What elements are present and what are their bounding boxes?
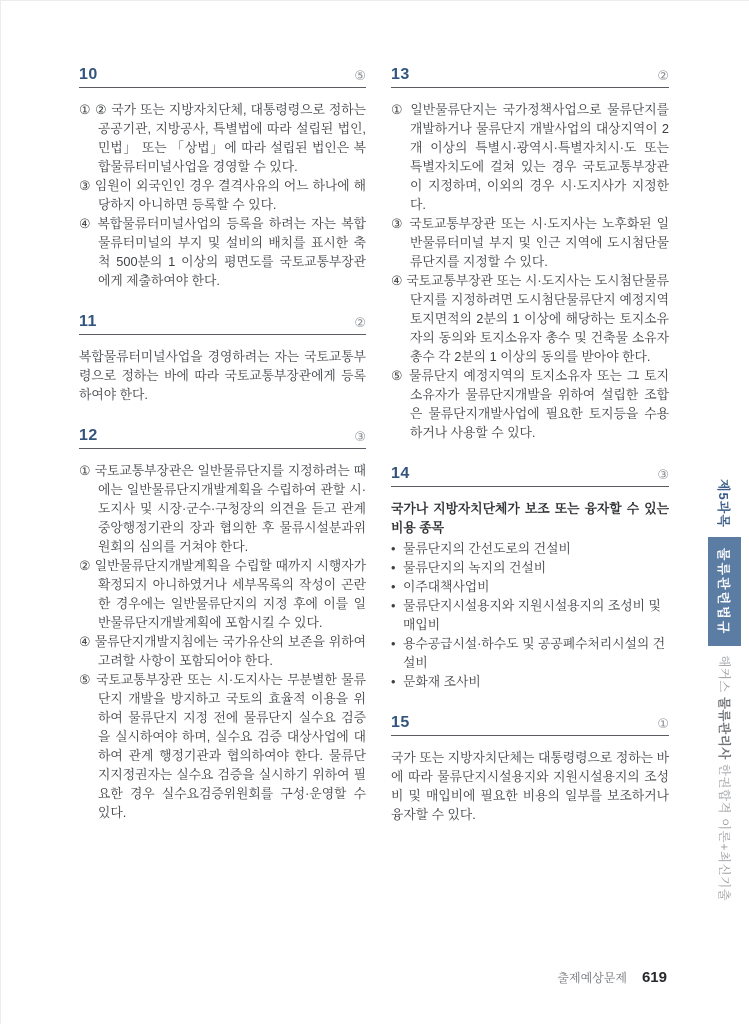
explanation-item — [391, 366, 669, 442]
bullet-text: 이주대책사업비 — [403, 579, 490, 594]
page-edge-sidebar — [703, 479, 749, 902]
bullet-text: 물류단지의 간선도로의 건설비 — [403, 541, 571, 556]
question-15-header — [391, 715, 669, 736]
item-text: 국토교통부장관 또는 시·도지사는 노후화된 일반물류터미널 부지 및 인근 지역에 도시첨단물류단지를 지정할 수 있다. — [409, 216, 669, 269]
explanation-item — [79, 461, 366, 556]
item-marker: ④ — [79, 216, 93, 231]
answer-badge: ⑤ — [354, 68, 366, 83]
question-13-explanation — [391, 100, 669, 442]
answer-badge: ① — [657, 716, 669, 731]
question-10-explanation — [79, 100, 366, 290]
item-text: 국토교통부장관은 일반물류단지를 지정하려는 때에는 일반물류단지개발계획을 수립하여 관할 시·도지사 및 시장·군수·구청장의 의견을 듣고 관계 중앙행정기관의 장과 협의한 후 물류시설분과위원회의 심의를 거쳐야 한다. — [94, 463, 366, 554]
bullet-icon: • — [391, 674, 396, 689]
question-number: 13 — [391, 66, 410, 83]
explanation-item — [79, 214, 366, 290]
question-12-explanation — [79, 461, 366, 822]
question-14-header — [391, 466, 669, 487]
question-12 — [79, 428, 366, 822]
explanation-paragraph: 복합물류터미널사업을 경영하려는 자는 국토교통부령으로 정하는 바에 따라 국토교통부장관에게 등록하여야 한다. — [79, 349, 366, 402]
question-15 — [391, 715, 669, 824]
subject-tab: 물류관련법규 — [709, 537, 742, 646]
bullet-text: 물류단지의 녹지의 건설비 — [403, 560, 547, 575]
part-label: 제5과목 — [716, 479, 732, 528]
question-number: 15 — [391, 714, 410, 731]
answer-badge: ② — [657, 68, 669, 83]
bullet-icon: • — [391, 598, 396, 613]
item-text: 물류단지 예정지역의 토지소유자 또는 그 토지소유자가 물류단지개발을 위하여 설립한 조합은 물류단지개발사업에 필요한 토지등을 수용하거나 사용할 수 있다. — [408, 368, 669, 440]
explanation-paragraph: 국가 또는 지방자치단체는 대통령령으로 정하는 바에 따라 물류단지시설용지와 지원시설용지의 조성비 및 매입비에 필요한 비용의 일부를 보조하거나 융자할 수 있다. — [391, 750, 669, 822]
answer-badge: ③ — [657, 467, 669, 482]
explanation-item — [391, 100, 669, 214]
book-title-prefix: 해커스 — [717, 655, 731, 697]
bullet-icon: • — [391, 541, 396, 556]
question-13-header — [391, 67, 669, 88]
item-marker: ① — [79, 463, 91, 478]
item-text: 국토교통부장관 또는 시·도지사는 무분별한 물류단지 개발을 방지하고 국토의 효율적 이용을 위하여 물류단지 지정 전에 물류단지 실수요 검증을 실시하여야 하며, 실수요 검증 대상사업에 대하여 관계 행정기관과 협의하여야 한다. 물류단지지정권자는 실수요 검증을 실시하기 위하여 필요한 경우 실수요검증위원회를 구성·운영할 수 있다. — [96, 672, 366, 820]
item-marker: ③ — [79, 178, 91, 193]
question-number: 10 — [79, 66, 98, 83]
book-title-bold: 물류관리사 — [717, 696, 731, 760]
question-10 — [79, 67, 366, 290]
item-marker: ① — [391, 102, 405, 117]
question-11-explanation — [79, 347, 366, 404]
left-column — [79, 67, 366, 822]
bullet-icon: • — [391, 636, 396, 651]
bullet-text: 용수공급시설·하수도 및 공공폐수처리시설의 건설비 — [403, 636, 666, 670]
item-marker: ④ — [391, 273, 403, 288]
sidebar-rotated-strip — [703, 479, 747, 902]
bullet-item — [391, 539, 669, 558]
item-marker: ① ② — [79, 102, 108, 117]
item-marker: ⑤ — [79, 672, 92, 687]
item-marker: ② — [79, 558, 91, 573]
item-text: 국토교통부장관 또는 시·도지사는 도시첨단물류단지를 지정하려면 도시첨단물류단지 예정지역 토지면적의 2분의 1 이상에 해당하는 토지소유자의 동의와 토지소유자 총수 및 건축물 소유자 총수 각 2분의 1 이상의 동의를 받아야 한다. — [406, 273, 669, 364]
bullet-item — [391, 596, 669, 634]
question-14-explanation — [391, 499, 669, 691]
bullet-text: 물류단지시설용지와 지원시설용지의 조성비 및 매입비 — [403, 598, 661, 632]
bullet-icon: • — [391, 579, 396, 594]
page-number: 619 — [641, 969, 667, 986]
item-marker: ③ — [391, 216, 405, 231]
item-marker: ④ — [79, 634, 91, 649]
question-number: 12 — [79, 427, 98, 444]
question-15-explanation — [391, 748, 669, 824]
item-text: 물류단지개발지침에는 국가유산의 보존을 위하여 고려할 사항이 포함되어야 한다. — [94, 634, 366, 668]
item-text: 임원이 외국인인 경우 결격사유의 어느 하나에 해당하지 아니하면 등록할 수 있다. — [94, 178, 366, 212]
question-11 — [79, 314, 366, 404]
question-number: 11 — [79, 313, 97, 330]
book-title-suffix: 한권합격 이론+최신기출 — [717, 759, 731, 902]
item-text: 일반물류단지개발계획을 수립할 때까지 시행자가 확정되지 아니하였거나 세부목록의 작성이 곤란한 경우에는 일반물류단지의 지정 후에 이를 일반물류단지개발계획에 포함시킬 수 있다. — [94, 558, 366, 630]
explanation-item — [79, 632, 366, 670]
bullet-item — [391, 634, 669, 672]
item-text: 일반물류단지는 국가정책사업으로 물류단지를 개발하거나 물류단지 개발사업의 대상지역이 2개 이상의 특별시·광역시·특별자치시·도 또는 특별자치도에 걸쳐 있는 경우 국토교통부장관이 지정하며, 이외의 경우 시·도지사가 지정한다. — [410, 102, 669, 212]
bullet-item — [391, 672, 669, 691]
question-number: 14 — [391, 465, 410, 482]
explanation-item — [79, 556, 366, 632]
explanation-item — [79, 670, 366, 822]
question-13 — [391, 67, 669, 442]
explanation-item — [79, 100, 366, 176]
question-11-header — [79, 314, 366, 335]
bullet-item — [391, 577, 669, 596]
footer-section-label: 출제예상문제 — [557, 971, 627, 985]
explanation-item — [79, 176, 366, 214]
item-marker: ⑤ — [391, 368, 404, 383]
right-column — [391, 67, 669, 824]
question-10-header — [79, 67, 366, 88]
bullet-icon: • — [391, 560, 396, 575]
item-text: 국가 또는 지방자치단체, 대통령령으로 정하는 공공기관, 지방공사, 특별법에 따라 설립된 법인, 민법」 또는 「상법」에 따라 설립된 법인은 복합물류터미널사업을 경영할 수 있다. — [98, 102, 366, 174]
explanation-item — [391, 271, 669, 366]
page-footer — [557, 969, 667, 986]
item-text: 복합물류터미널사업의 등록을 하려는 자는 복합물류터미널의 부지 및 설비의 배치를 표시한 축척 500분의 1 이상의 평면도를 국토교통부장관에게 제출하여야 한다. — [97, 216, 366, 288]
book-title — [716, 655, 734, 901]
bullet-item — [391, 558, 669, 577]
answer-badge: ② — [354, 315, 366, 330]
explanation-heading: 국가나 지방자치단체가 보조 또는 융자할 수 있는 비용 종목 — [391, 501, 669, 535]
answer-badge: ③ — [354, 429, 366, 444]
question-14 — [391, 466, 669, 691]
question-12-header — [79, 428, 366, 449]
explanation-item — [391, 214, 669, 271]
bullet-text: 문화재 조사비 — [403, 674, 481, 689]
